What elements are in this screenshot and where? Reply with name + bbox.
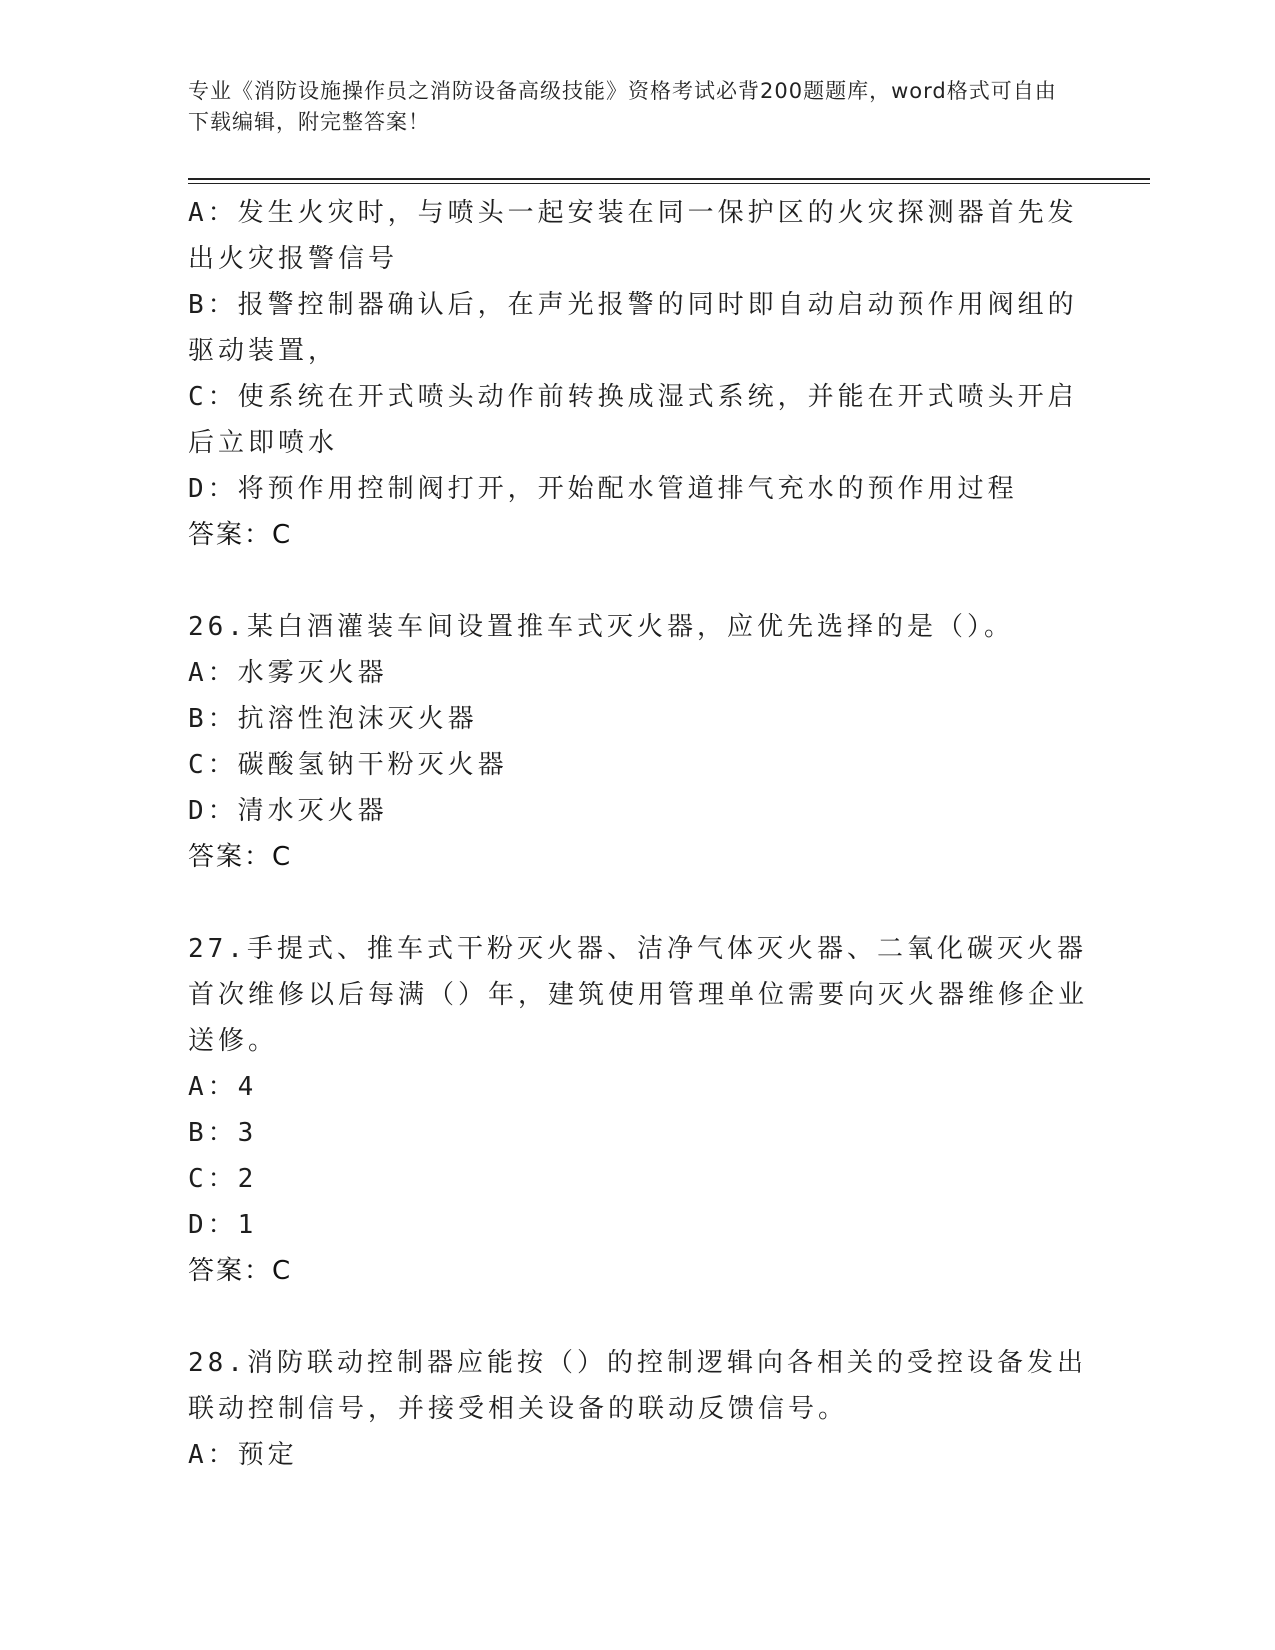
question-text: 27.手提式、推车式干粉灭火器、洁净气体灭火器、二氧化碳灭火器首次维修以后每满（）年，建筑使用管理单位需要向灭火器维修企业送修。 [188,934,1089,1056]
option-b: B：抗溶性泡沫灭火器 [188,704,478,734]
option-b: B：报警控制器确认后，在声光报警的同时即自动启动预作用阀组的驱动装置， [188,290,1078,366]
answer: 答案：C [188,1256,293,1286]
option-d: D：清水灭火器 [188,796,388,826]
document-body [188,190,1088,1478]
spacer [188,1294,1088,1340]
question-text: 28.消防联动控制器应能按（）的控制逻辑向各相关的受控设备发出联动控制信号，并接受相关设备的联动反馈信号。 [188,1348,1087,1424]
answer: 答案：C [188,520,293,550]
option-a: A：水雾灭火器 [188,658,388,688]
option-a: A：预定 [188,1440,298,1470]
spacer [188,558,1088,604]
header-divider-thin [188,183,1150,184]
option-a: A：发生火灾时，与喷头一起安装在同一保护区的火灾探测器首先发出火灾报警信号 [188,198,1078,274]
option-d: D：将预作用控制阀打开，开始配水管道排气充水的预作用过程 [188,474,1018,504]
question-26 [188,604,1088,880]
question-27 [188,926,1088,1294]
option-a: A：4 [188,1072,258,1102]
option-b: B：3 [188,1118,258,1148]
option-d: D：1 [188,1210,258,1240]
header-divider [188,178,1150,180]
option-c: C：碳酸氢钠干粉灭火器 [188,750,508,780]
option-c: C：2 [188,1164,258,1194]
question-28 [188,1340,1088,1478]
question-text: 26.某白酒灌装车间设置推车式灭火器，应优先选择的是（）。 [188,612,1014,642]
answer: 答案：C [188,842,293,872]
document-header: 专业《消防设施操作员之消防设备高级技能》资格考试必背200题题库，word格式可自由下载编辑，附完整答案！ [188,79,1057,134]
option-c: C：使系统在开式喷头动作前转换成湿式系统，并能在开式喷头开启后立即喷水 [188,382,1078,458]
question-25-partial [188,190,1088,558]
spacer [188,880,1088,926]
